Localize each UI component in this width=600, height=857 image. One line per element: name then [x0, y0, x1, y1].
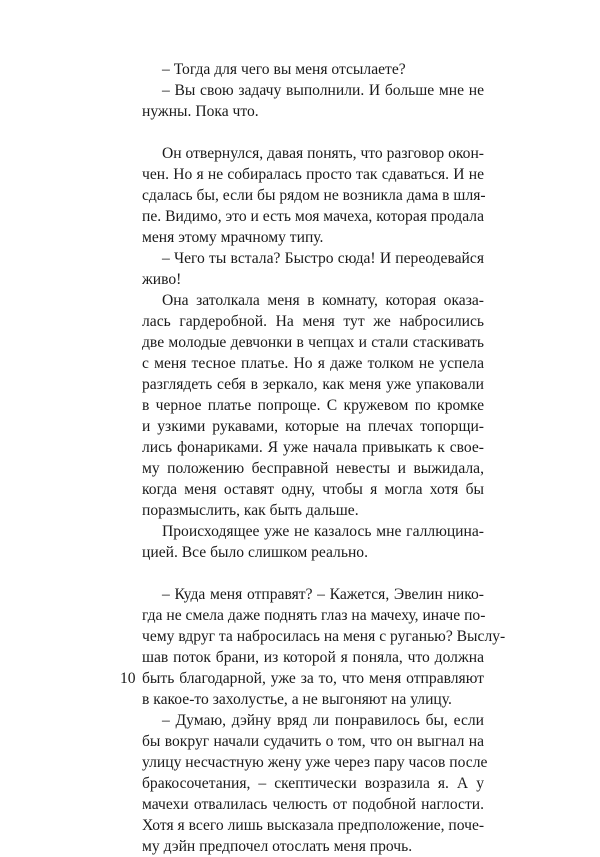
text-line: Она затолкала меня в комнату, которая оказа- [162, 292, 484, 309]
text-line: разглядеть себя в зеркало, как меня уже упаковали [142, 376, 484, 393]
text-line: му положению бесправной невесты и выжидала, [142, 460, 484, 477]
text-line: му дэйн предпочел отослать меня прочь. [142, 838, 413, 855]
body-text [142, 59, 506, 857]
text-line: быть благодарной, уже за то, что меня отправляют [142, 670, 484, 687]
text-line: цией. Все было слишком реально. [142, 544, 368, 561]
text-line: шав поток брани, из которой я поняла, что должна [142, 649, 484, 666]
text-line: Хотя я всего лишь высказала предположение, поче- [142, 817, 485, 834]
text-line: – Вы свою задачу выполнили. И больше мне не [162, 82, 484, 99]
text-line: Происходящее уже не казалось мне галлюцина- [162, 523, 484, 540]
text-line: поразмыслить, как быть дальше. [142, 502, 359, 519]
text-line: – Тогда для чего вы меня отсылаете? [162, 61, 406, 78]
text-line: Он отвернулся, давая понять, что разговор окон- [162, 145, 484, 162]
text-line: чен. Но я не собиралась просто так сдаваться. И не [142, 166, 484, 183]
text-line: сдалась бы, если бы рядом не возникла дама в шля- [142, 187, 486, 204]
page-number: 10 [120, 670, 136, 687]
text-line: – Куда меня отправят? – Кажется, Эвелин нико- [162, 586, 484, 603]
text-line: улицу несчастную жену уже через пару часов после [142, 754, 488, 771]
text-line: чему вдруг та набросилась на меня с руганью? Выслу- [142, 628, 506, 645]
text-line: бы вокруг начали судачить о том, что он выгнал на [142, 733, 484, 750]
text-line: – Думаю, дэйну вряд ли понравилось бы, если [162, 712, 484, 729]
text-line: лась гардеробной. На меня тут же набросились [142, 313, 484, 330]
text-line: мачехи отвалилась челюсть от подобной наглости. [142, 796, 484, 813]
text-line: две молодые девчонки в чепцах и стали стаскивать [142, 334, 484, 351]
text-line: живо! [142, 271, 182, 288]
paragraph-gap [142, 563, 484, 584]
text-line: в какое-то захолустье, а не выгоняют на улицу. [142, 691, 452, 708]
text-line: бракосочетания, – скептически возразила я. А у [142, 775, 484, 792]
text-line: с меня тесное платье. Но я даже толком не успела [142, 355, 484, 372]
text-line: когда меня оставят одну, чтобы я могла хотя бы [142, 481, 484, 498]
text-line: – Чего ты встала? Быстро сюда! И переодевайся [162, 250, 484, 267]
paragraph-gap [142, 122, 484, 143]
text-line: меня этому мрачному типу. [142, 229, 324, 246]
text-line: в черное платье попроще. С кружевом по кромке [142, 397, 484, 414]
text-line: гда не смела даже поднять глаз на мачеху, иначе по- [142, 607, 486, 624]
text-line: лись фонариками. Я уже начала привыкать к свое- [142, 439, 484, 456]
text-line: пе. Видимо, это и есть моя мачеха, которая продала [142, 208, 484, 225]
text-line: и узкими рукавами, которые на плечах топорщи- [142, 418, 484, 435]
text-line: нужны. Пока что. [142, 103, 259, 120]
